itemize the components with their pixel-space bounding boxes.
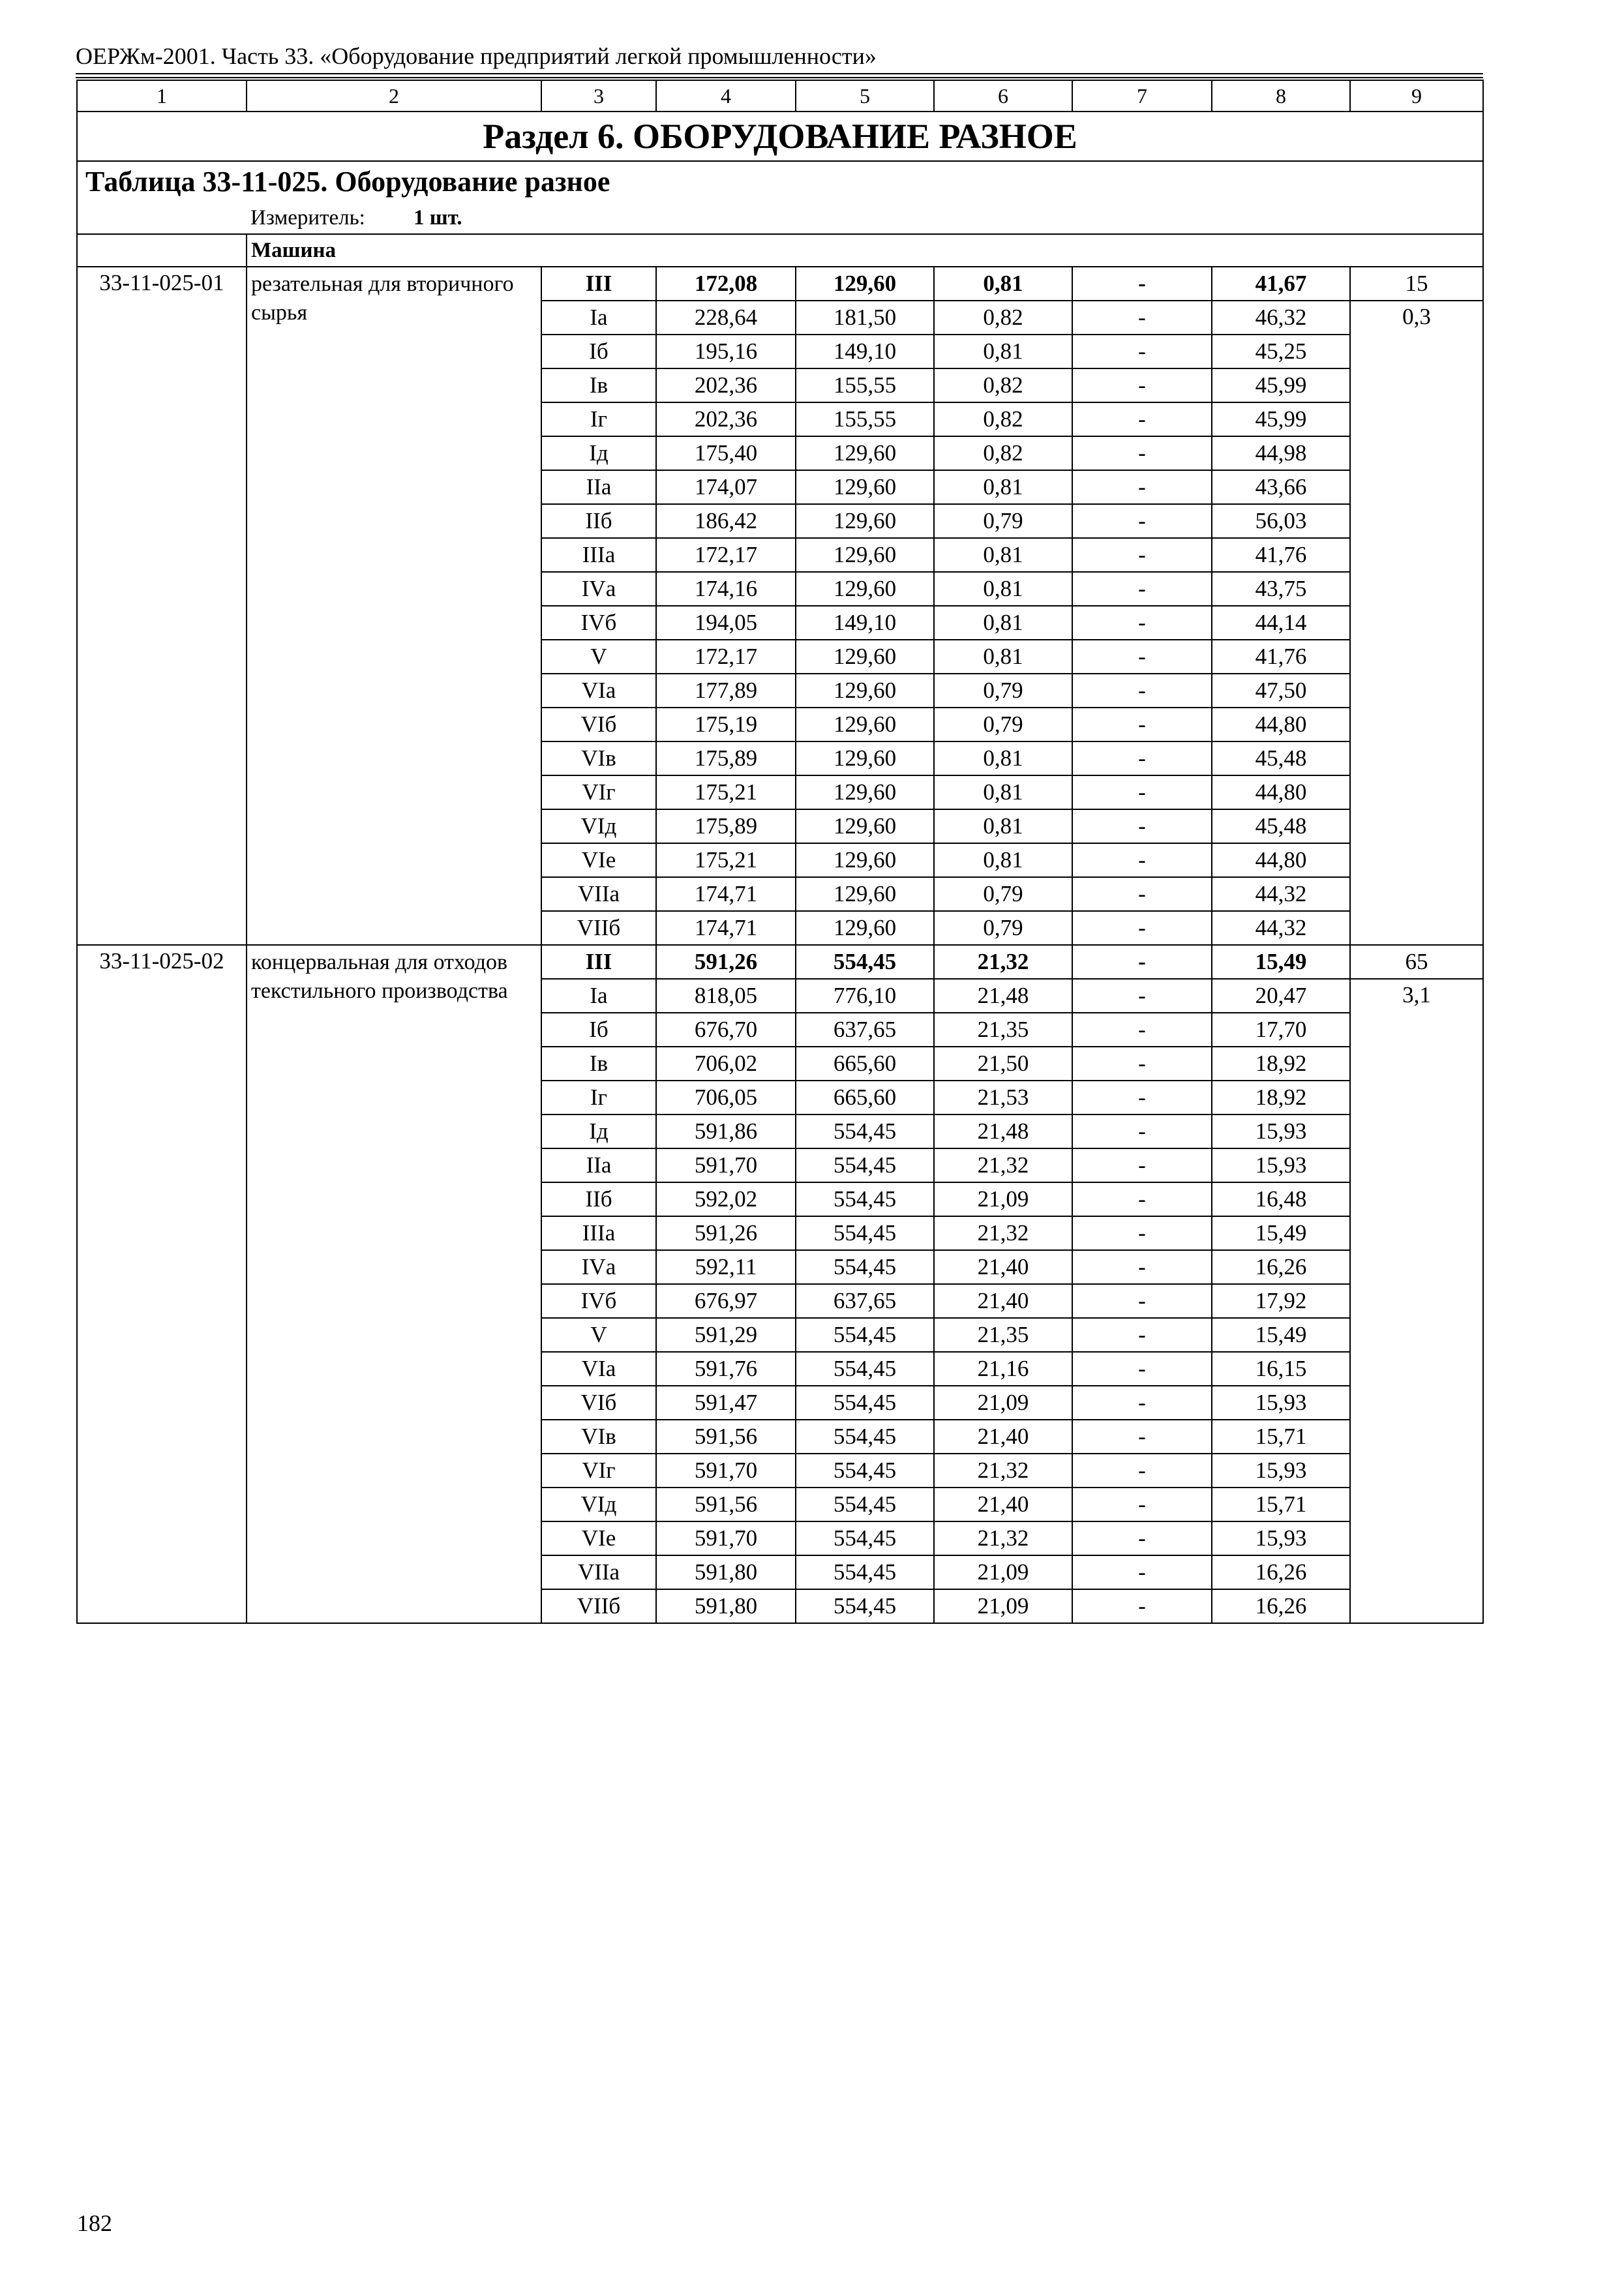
value-cell: 591,76 xyxy=(656,1352,796,1386)
value-cell: 554,45 xyxy=(796,1420,934,1454)
value-cell: 47,50 xyxy=(1212,674,1350,708)
value-cell: 174,71 xyxy=(656,877,796,911)
value-cell: 21,48 xyxy=(934,1115,1072,1148)
value-cell: - xyxy=(1072,572,1212,606)
region-code-cell: V xyxy=(541,640,656,674)
value-cell: 0,81 xyxy=(934,335,1072,368)
group-title-row xyxy=(77,234,1483,267)
value-cell: 21,35 xyxy=(934,1013,1072,1047)
value-cell: 0,79 xyxy=(934,504,1072,538)
item-name: концервальная для отходов текстильного производства xyxy=(247,945,541,1623)
value-cell: - xyxy=(1072,877,1212,911)
region-code-cell: VIг xyxy=(541,775,656,809)
measure-spacer xyxy=(77,202,247,234)
region-code-cell: IVб xyxy=(541,1284,656,1318)
value-cell: 155,55 xyxy=(796,368,934,402)
column-number: 9 xyxy=(1350,80,1483,112)
value-cell: 0,81 xyxy=(934,267,1072,301)
col9-value: 65 xyxy=(1350,945,1483,979)
value-cell: - xyxy=(1072,504,1212,538)
value-cell: 591,26 xyxy=(656,1216,796,1250)
region-code-cell: IIб xyxy=(541,504,656,538)
value-cell: 15,93 xyxy=(1212,1454,1350,1488)
value-cell: 554,45 xyxy=(796,1386,934,1420)
value-cell: 21,40 xyxy=(934,1284,1072,1318)
value-cell: 44,32 xyxy=(1212,911,1350,945)
region-code-cell: VIа xyxy=(541,674,656,708)
header-rule-bottom xyxy=(76,77,1483,78)
value-cell: 554,45 xyxy=(796,945,934,979)
value-cell: - xyxy=(1072,436,1212,470)
value-cell: 21,32 xyxy=(934,1148,1072,1182)
value-cell: 43,66 xyxy=(1212,470,1350,504)
value-cell: 44,14 xyxy=(1212,606,1350,640)
value-cell: 591,70 xyxy=(656,1454,796,1488)
value-cell: 554,45 xyxy=(796,1216,934,1250)
value-cell: 15,93 xyxy=(1212,1521,1350,1555)
value-cell: 172,17 xyxy=(656,640,796,674)
region-code-cell: Iа xyxy=(541,301,656,335)
value-cell: 591,70 xyxy=(656,1521,796,1555)
value-cell: 44,98 xyxy=(1212,436,1350,470)
value-cell: 591,56 xyxy=(656,1488,796,1521)
measure-value: 1 шт. xyxy=(414,206,462,230)
value-cell: 21,40 xyxy=(934,1250,1072,1284)
value-cell: - xyxy=(1072,301,1212,335)
value-cell: 15,71 xyxy=(1212,1488,1350,1521)
column-number: 2 xyxy=(247,80,541,112)
value-cell: 592,11 xyxy=(656,1250,796,1284)
page-number: 182 xyxy=(77,2210,112,2236)
region-code-cell: VIа xyxy=(541,1352,656,1386)
value-cell: 174,71 xyxy=(656,911,796,945)
value-cell: 194,05 xyxy=(656,606,796,640)
value-cell: 0,82 xyxy=(934,368,1072,402)
value-cell: 129,60 xyxy=(796,470,934,504)
value-cell: 21,53 xyxy=(934,1081,1072,1115)
value-cell: 44,80 xyxy=(1212,708,1350,741)
value-cell: - xyxy=(1072,335,1212,368)
value-cell: 0,81 xyxy=(934,809,1072,843)
column-number-row xyxy=(77,80,1483,112)
value-cell: - xyxy=(1072,775,1212,809)
value-cell: 676,97 xyxy=(656,1284,796,1318)
value-cell: - xyxy=(1072,1521,1212,1555)
measure xyxy=(247,202,1483,234)
value-cell: 21,35 xyxy=(934,1318,1072,1352)
region-code-cell: IIIа xyxy=(541,538,656,572)
value-cell: 45,99 xyxy=(1212,402,1350,436)
value-cell: 554,45 xyxy=(796,1182,934,1216)
value-cell: 21,32 xyxy=(934,945,1072,979)
value-cell: 15,49 xyxy=(1212,1318,1350,1352)
region-code-cell: V xyxy=(541,1318,656,1352)
value-cell: 149,10 xyxy=(796,335,934,368)
value-cell: - xyxy=(1072,1081,1212,1115)
table-row xyxy=(77,267,1483,301)
value-cell: 129,60 xyxy=(796,674,934,708)
value-cell: - xyxy=(1072,945,1212,979)
value-cell: - xyxy=(1072,1352,1212,1386)
value-cell: 665,60 xyxy=(796,1047,934,1081)
value-cell: 0,81 xyxy=(934,572,1072,606)
region-code-cell: VIд xyxy=(541,1488,656,1521)
value-cell: - xyxy=(1072,741,1212,775)
value-cell: 15,49 xyxy=(1212,945,1350,979)
value-cell: 20,47 xyxy=(1212,979,1350,1013)
item-name: резательная для вторичного сырья xyxy=(247,267,541,945)
value-cell: - xyxy=(1072,1318,1212,1352)
region-code-cell: Iд xyxy=(541,1115,656,1148)
value-cell: - xyxy=(1072,1420,1212,1454)
value-cell: 591,86 xyxy=(656,1115,796,1148)
value-cell: - xyxy=(1072,1013,1212,1047)
region-code-cell: VIг xyxy=(541,1454,656,1488)
col9-value: 3,1 xyxy=(1350,979,1483,1623)
value-cell: 0,81 xyxy=(934,470,1072,504)
value-cell: - xyxy=(1072,911,1212,945)
value-cell: 554,45 xyxy=(796,1148,934,1182)
value-cell: 591,47 xyxy=(656,1386,796,1420)
value-cell: 592,02 xyxy=(656,1182,796,1216)
value-cell: 41,76 xyxy=(1212,640,1350,674)
column-number: 4 xyxy=(656,80,796,112)
value-cell: 21,40 xyxy=(934,1488,1072,1521)
table-title: Таблица 33-11-025. Оборудование разное xyxy=(77,161,1483,202)
value-cell: 129,60 xyxy=(796,911,934,945)
value-cell: 0,82 xyxy=(934,436,1072,470)
value-cell: 228,64 xyxy=(656,301,796,335)
value-cell: 155,55 xyxy=(796,402,934,436)
page-header: ОЕРЖм-2001. Часть 33. «Оборудование предприятий легкой промышленности» xyxy=(76,43,877,69)
value-cell: - xyxy=(1072,640,1212,674)
value-cell: 554,45 xyxy=(796,1521,934,1555)
value-cell: - xyxy=(1072,674,1212,708)
value-cell: 149,10 xyxy=(796,606,934,640)
value-cell: 591,80 xyxy=(656,1589,796,1623)
region-code-cell: IVа xyxy=(541,572,656,606)
value-cell: 591,26 xyxy=(656,945,796,979)
value-cell: 16,26 xyxy=(1212,1589,1350,1623)
value-cell: 21,32 xyxy=(934,1454,1072,1488)
value-cell: 44,32 xyxy=(1212,877,1350,911)
value-cell: 195,16 xyxy=(656,335,796,368)
value-cell: 21,09 xyxy=(934,1386,1072,1420)
value-cell: 202,36 xyxy=(656,368,796,402)
value-cell: 46,32 xyxy=(1212,301,1350,335)
value-cell: 44,80 xyxy=(1212,843,1350,877)
value-cell: 21,40 xyxy=(934,1420,1072,1454)
value-cell: - xyxy=(1072,402,1212,436)
region-code-cell: VIе xyxy=(541,843,656,877)
value-cell: 0,81 xyxy=(934,843,1072,877)
value-cell: 0,79 xyxy=(934,877,1072,911)
value-cell: 129,60 xyxy=(796,708,934,741)
value-cell: 15,71 xyxy=(1212,1420,1350,1454)
group-spacer xyxy=(77,234,247,267)
value-cell: 175,21 xyxy=(656,843,796,877)
value-cell: 0,79 xyxy=(934,911,1072,945)
region-code-cell: Iд xyxy=(541,436,656,470)
value-cell: 186,42 xyxy=(656,504,796,538)
value-cell: 45,48 xyxy=(1212,809,1350,843)
value-cell: 129,60 xyxy=(796,267,934,301)
value-cell: - xyxy=(1072,1115,1212,1148)
value-cell: 16,15 xyxy=(1212,1352,1350,1386)
region-code-cell: VIб xyxy=(541,708,656,741)
value-cell: 637,65 xyxy=(796,1284,934,1318)
measure-label: Измеритель: xyxy=(250,206,365,230)
column-number: 8 xyxy=(1212,80,1350,112)
value-cell: 554,45 xyxy=(796,1555,934,1589)
value-cell: 0,82 xyxy=(934,301,1072,335)
region-code-cell: Iб xyxy=(541,335,656,368)
rates-table xyxy=(76,80,1484,1624)
value-cell: 776,10 xyxy=(796,979,934,1013)
value-cell: 637,65 xyxy=(796,1013,934,1047)
value-cell: 0,81 xyxy=(934,640,1072,674)
value-cell: 16,48 xyxy=(1212,1182,1350,1216)
value-cell: - xyxy=(1072,368,1212,402)
value-cell: 554,45 xyxy=(796,1589,934,1623)
value-cell: 15,93 xyxy=(1212,1386,1350,1420)
value-cell: 554,45 xyxy=(796,1454,934,1488)
value-cell: 129,60 xyxy=(796,640,934,674)
value-cell: 21,09 xyxy=(934,1182,1072,1216)
region-code-cell: IIа xyxy=(541,1148,656,1182)
value-cell: - xyxy=(1072,708,1212,741)
value-cell: 175,21 xyxy=(656,775,796,809)
header-rule-top xyxy=(76,73,1483,74)
item-code: 33-11-025-02 xyxy=(77,945,247,1623)
value-cell: 554,45 xyxy=(796,1115,934,1148)
region-code-cell: IIIа xyxy=(541,1216,656,1250)
region-code-cell: VIIа xyxy=(541,1555,656,1589)
column-number: 1 xyxy=(77,80,247,112)
value-cell: 129,60 xyxy=(796,741,934,775)
value-cell: - xyxy=(1072,538,1212,572)
value-cell: 129,60 xyxy=(796,775,934,809)
value-cell: - xyxy=(1072,1182,1212,1216)
value-cell: 554,45 xyxy=(796,1318,934,1352)
value-cell: 0,82 xyxy=(934,402,1072,436)
table-title-row xyxy=(77,161,1483,202)
value-cell: 16,26 xyxy=(1212,1555,1350,1589)
region-code-cell: VIIб xyxy=(541,911,656,945)
value-cell: - xyxy=(1072,1284,1212,1318)
value-cell: 591,29 xyxy=(656,1318,796,1352)
value-cell: 43,75 xyxy=(1212,572,1350,606)
value-cell: 21,32 xyxy=(934,1216,1072,1250)
col9-value: 15 xyxy=(1350,267,1483,301)
region-code-cell: VIIб xyxy=(541,1589,656,1623)
region-code-cell: Iб xyxy=(541,1013,656,1047)
value-cell: 129,60 xyxy=(796,877,934,911)
value-cell: 554,45 xyxy=(796,1352,934,1386)
value-cell: - xyxy=(1072,1216,1212,1250)
value-cell: 0,81 xyxy=(934,538,1072,572)
value-cell: 129,60 xyxy=(796,572,934,606)
column-number: 5 xyxy=(796,80,934,112)
value-cell: 175,40 xyxy=(656,436,796,470)
value-cell: 591,56 xyxy=(656,1420,796,1454)
value-cell: 177,89 xyxy=(656,674,796,708)
value-cell: 45,25 xyxy=(1212,335,1350,368)
value-cell: 175,89 xyxy=(656,741,796,775)
region-code-cell: VIд xyxy=(541,809,656,843)
region-code-cell: Iг xyxy=(541,402,656,436)
value-cell: - xyxy=(1072,843,1212,877)
value-cell: 15,49 xyxy=(1212,1216,1350,1250)
value-cell: 21,50 xyxy=(934,1047,1072,1081)
value-cell: 174,07 xyxy=(656,470,796,504)
value-cell: - xyxy=(1072,1250,1212,1284)
region-code-cell: III xyxy=(541,945,656,979)
value-cell: 0,79 xyxy=(934,674,1072,708)
group-title: Машина xyxy=(247,234,1483,267)
measure-row xyxy=(77,202,1483,234)
value-cell: 15,93 xyxy=(1212,1148,1350,1182)
region-code-cell: VIв xyxy=(541,1420,656,1454)
value-cell: 554,45 xyxy=(796,1250,934,1284)
value-cell: 175,19 xyxy=(656,708,796,741)
value-cell: 45,48 xyxy=(1212,741,1350,775)
value-cell: - xyxy=(1072,606,1212,640)
value-cell: 129,60 xyxy=(796,843,934,877)
region-code-cell: III xyxy=(541,267,656,301)
region-code-cell: VIе xyxy=(541,1521,656,1555)
value-cell: - xyxy=(1072,1488,1212,1521)
region-code-cell: Iв xyxy=(541,1047,656,1081)
value-cell: - xyxy=(1072,809,1212,843)
value-cell: - xyxy=(1072,979,1212,1013)
value-cell: 0,79 xyxy=(934,708,1072,741)
value-cell: 18,92 xyxy=(1212,1081,1350,1115)
value-cell: 44,80 xyxy=(1212,775,1350,809)
region-code-cell: IVа xyxy=(541,1250,656,1284)
table-row xyxy=(77,945,1483,979)
value-cell: 41,67 xyxy=(1212,267,1350,301)
region-code-cell: IIа xyxy=(541,470,656,504)
value-cell: 181,50 xyxy=(796,301,934,335)
value-cell: 21,48 xyxy=(934,979,1072,1013)
section-title: Раздел 6. ОБОРУДОВАНИЕ РАЗНОЕ xyxy=(77,112,1483,161)
region-code-cell: IIб xyxy=(541,1182,656,1216)
value-cell: 554,45 xyxy=(796,1488,934,1521)
value-cell: - xyxy=(1072,1555,1212,1589)
value-cell: 172,08 xyxy=(656,267,796,301)
value-cell: 591,70 xyxy=(656,1148,796,1182)
value-cell: 15,93 xyxy=(1212,1115,1350,1148)
value-cell: 706,05 xyxy=(656,1081,796,1115)
column-number: 3 xyxy=(541,80,656,112)
value-cell: 21,09 xyxy=(934,1589,1072,1623)
value-cell: 0,81 xyxy=(934,775,1072,809)
value-cell: 0,81 xyxy=(934,606,1072,640)
col9-value: 0,3 xyxy=(1350,301,1483,945)
value-cell: 706,02 xyxy=(656,1047,796,1081)
value-cell: - xyxy=(1072,1589,1212,1623)
value-cell: 16,26 xyxy=(1212,1250,1350,1284)
value-cell: 21,09 xyxy=(934,1555,1072,1589)
value-cell: 129,60 xyxy=(796,809,934,843)
value-cell: 17,92 xyxy=(1212,1284,1350,1318)
column-number: 6 xyxy=(934,80,1072,112)
value-cell: 17,70 xyxy=(1212,1013,1350,1047)
value-cell: 18,92 xyxy=(1212,1047,1350,1081)
value-cell: 202,36 xyxy=(656,402,796,436)
value-cell: 591,80 xyxy=(656,1555,796,1589)
value-cell: 21,16 xyxy=(934,1352,1072,1386)
value-cell: - xyxy=(1072,267,1212,301)
value-cell: 818,05 xyxy=(656,979,796,1013)
region-code-cell: VIб xyxy=(541,1386,656,1420)
value-cell: 676,70 xyxy=(656,1013,796,1047)
value-cell: 174,16 xyxy=(656,572,796,606)
value-cell: 129,60 xyxy=(796,538,934,572)
value-cell: - xyxy=(1072,1148,1212,1182)
value-cell: - xyxy=(1072,1386,1212,1420)
value-cell: 56,03 xyxy=(1212,504,1350,538)
value-cell: 0,81 xyxy=(934,741,1072,775)
value-cell: 129,60 xyxy=(796,436,934,470)
value-cell: - xyxy=(1072,1454,1212,1488)
column-number: 7 xyxy=(1072,80,1212,112)
section-row xyxy=(77,112,1483,161)
value-cell: 129,60 xyxy=(796,504,934,538)
value-cell: 21,32 xyxy=(934,1521,1072,1555)
item-code: 33-11-025-01 xyxy=(77,267,247,945)
region-code-cell: Iв xyxy=(541,368,656,402)
value-cell: - xyxy=(1072,1047,1212,1081)
value-cell: 665,60 xyxy=(796,1081,934,1115)
region-code-cell: VIв xyxy=(541,741,656,775)
region-code-cell: IVб xyxy=(541,606,656,640)
value-cell: 41,76 xyxy=(1212,538,1350,572)
value-cell: 172,17 xyxy=(656,538,796,572)
region-code-cell: VIIа xyxy=(541,877,656,911)
value-cell: 45,99 xyxy=(1212,368,1350,402)
value-cell: 175,89 xyxy=(656,809,796,843)
region-code-cell: Iа xyxy=(541,979,656,1013)
region-code-cell: Iг xyxy=(541,1081,656,1115)
value-cell: - xyxy=(1072,470,1212,504)
